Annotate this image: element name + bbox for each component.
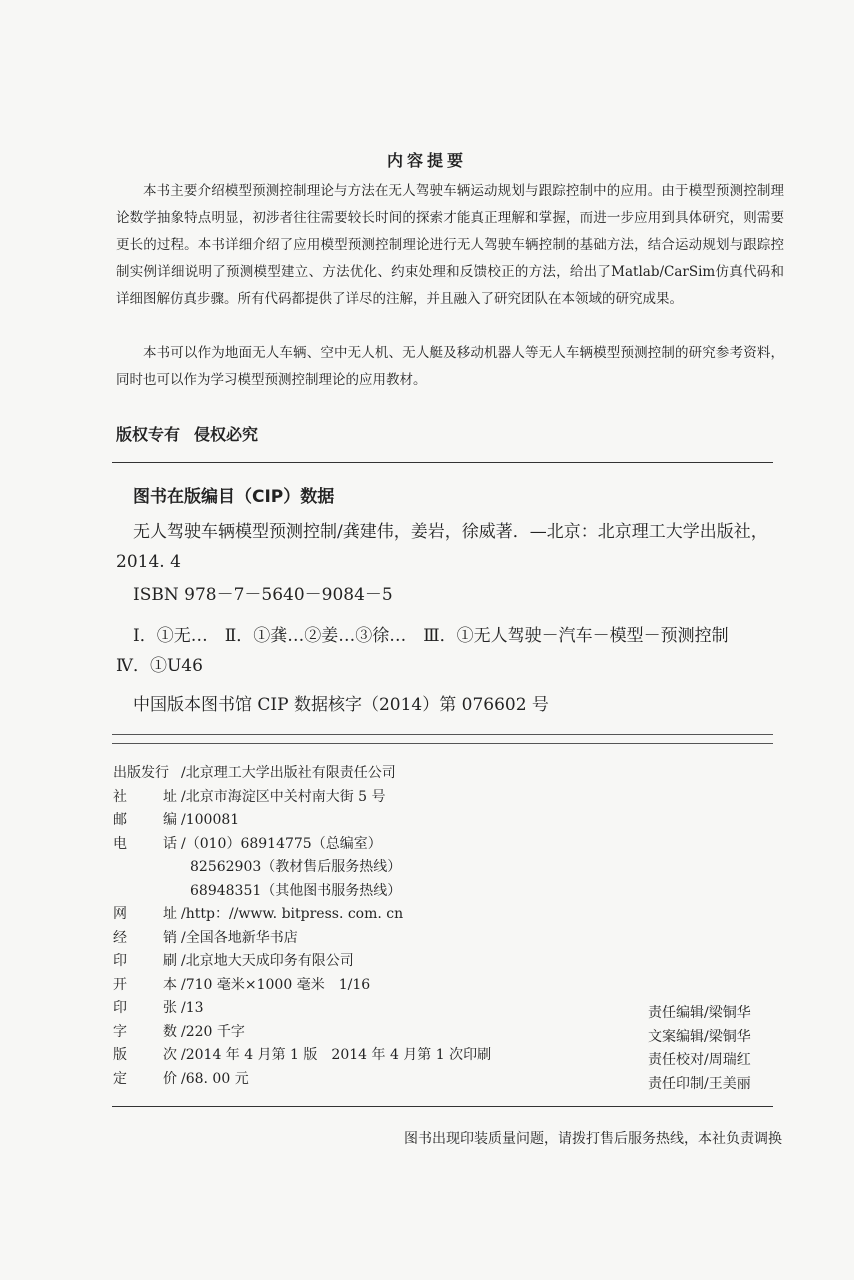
info-label-second-char: 址 [163,788,177,805]
info-label-first-char: 字 [113,1023,127,1040]
info-label [113,1021,181,1045]
footer-rule [112,1106,773,1107]
publication-info-table [113,762,491,1091]
info-label [113,786,181,810]
info-label [113,950,181,974]
info-label [113,997,181,1021]
summary-paragraph-2: 本书可以作为地面无人车辆、空中无人机、无人艇及移动机器人等无人车辆模型预测控制的研究参考资料，同时也可以作为学习模型预测控制理论的应用教材。 [116,345,784,388]
publication-info-row [113,927,491,951]
info-label-first-char: 网 [113,906,127,922]
editor-credit: 责任校对/周瑞红 [648,1052,751,1068]
copyright-right: 侵权必究 [194,425,259,444]
cip-record-number: 中国版本图书馆 CIP 数据核字（2014）第 076602 号 [133,695,549,715]
publication-info-row [113,1044,491,1068]
info-value: /北京理工大学出版社有限责任公司 [181,765,396,781]
publication-info-row [113,856,491,880]
cip-isbn: ISBN 978－7－5640－9084－5 [133,585,393,605]
info-label-first-char: 定 [113,1070,127,1087]
editor-credit: 责任印制/王美丽 [648,1075,751,1092]
cip-bottom-rule-2 [112,743,773,744]
info-value: /13 [181,1000,204,1016]
info-label: 出版发行 [113,765,169,781]
info-value: /100081 [181,812,240,828]
publication-info-row [113,974,491,998]
info-label-first-char: 开 [113,976,127,993]
info-label [113,927,181,951]
info-label-second-char: 数 [163,1023,177,1040]
info-label [113,903,181,927]
editor-credit: 责任编辑/梁铜华 [648,1005,751,1021]
cip-top-rule [112,462,773,463]
publication-info-row [113,950,491,974]
info-label-second-char: 次 [163,1047,177,1063]
editors-list [648,1002,751,1096]
info-value: /全国各地新华书店 [181,929,298,946]
publication-info-row [113,997,491,1021]
summary-title: 内容提要 [386,151,467,170]
info-label-second-char: 刷 [163,953,177,969]
info-label-second-char: 本 [163,976,177,993]
info-value: /2014 年 4 月第 1 版 2014 年 4 月第 1 次印刷 [181,1047,492,1063]
info-label [113,833,181,857]
cip-classification: Ⅰ．①无… Ⅱ．①龚…②姜…③徐… Ⅲ．①无人驾驶－汽车－模型－预测控制 Ⅳ．①U46 [116,626,746,676]
info-value: 68948351（其他图书服务热线） [190,882,402,899]
cip-title: 图书在版编目（CIP）数据 [133,487,335,507]
info-label [113,1044,181,1068]
info-label-first-char: 邮 [113,812,127,828]
cip-book-entry: 无人驾驶车辆模型预测控制/龚建伟，姜岩，徐威著．—北京：北京理工大学出版社，2014. 4 [116,522,768,572]
info-label-first-char: 电 [113,835,127,852]
cip-bottom-rule-1 [112,734,773,735]
publication-info-row [113,809,491,833]
info-label-second-char: 价 [163,1070,177,1087]
summary-paragraph-1: 本书主要介绍模型预测控制理论与方法在无人驾驶车辆运动规划与跟踪控制中的应用。由于模型预测控制理论数学抽象特点明显，初涉者往往需要较长时间的探索才能真正理解和掌握，而进一步应用到具体研究，则需要更长的过程。本书详细介绍了应用模型预测控制理论进行无人驾驶车辆控制的基础方法，结合运动规划与跟踪控制实例详细说明了预测模型建立、方法优化、约束处理和反馈校正的方法，给出了Matlab/CarSim仿真代码和详细图解仿真步骤。所有代码都提供了详尽的注解，并且融入了研究团队在本领域的研究成果。 [116,183,784,307]
info-value: 82562903（教材售后服务热线） [190,859,402,875]
info-value: /北京市海淀区中关村南大街 5 号 [181,788,386,805]
info-label-first-char: 印 [113,953,127,969]
info-label-second-char: 编 [163,812,177,828]
info-label-second-char: 址 [163,906,177,922]
info-label-second-char: 张 [163,1000,177,1016]
info-label [113,809,181,833]
publication-info-row [113,833,491,857]
copyright-left: 版权专有 [116,425,181,444]
info-label-first-char: 经 [113,929,127,946]
info-value: /北京地大天成印务有限公司 [181,953,354,969]
info-value: /http：//www. bitpress. com. cn [181,906,404,922]
info-label [113,1068,181,1092]
publication-info-row [113,880,491,904]
info-label-first-char: 印 [113,1000,127,1016]
info-value: /220 千字 [181,1023,245,1040]
info-label-second-char: 销 [163,929,177,946]
editor-credit: 文案编辑/梁铜华 [648,1028,751,1045]
publication-info-row [113,903,491,927]
info-value: /68. 00 元 [181,1070,249,1087]
publication-info-row [113,762,491,786]
publication-info-row [113,1021,491,1045]
info-label-first-char: 社 [113,788,127,805]
footer-note: 图书出现印装质量问题，请拨打售后服务热线，本社负责调换 [404,1131,782,1147]
publication-info-row [113,786,491,810]
info-label [113,974,181,998]
info-value: /710 毫米×1000 毫米 1/16 [181,976,371,993]
info-label-first-char: 版 [113,1047,127,1063]
publication-info-row [113,1068,491,1092]
info-label-second-char: 话 [163,835,177,852]
info-value: /（010）68914775（总编室） [181,835,382,852]
copyright-notice [116,422,258,445]
